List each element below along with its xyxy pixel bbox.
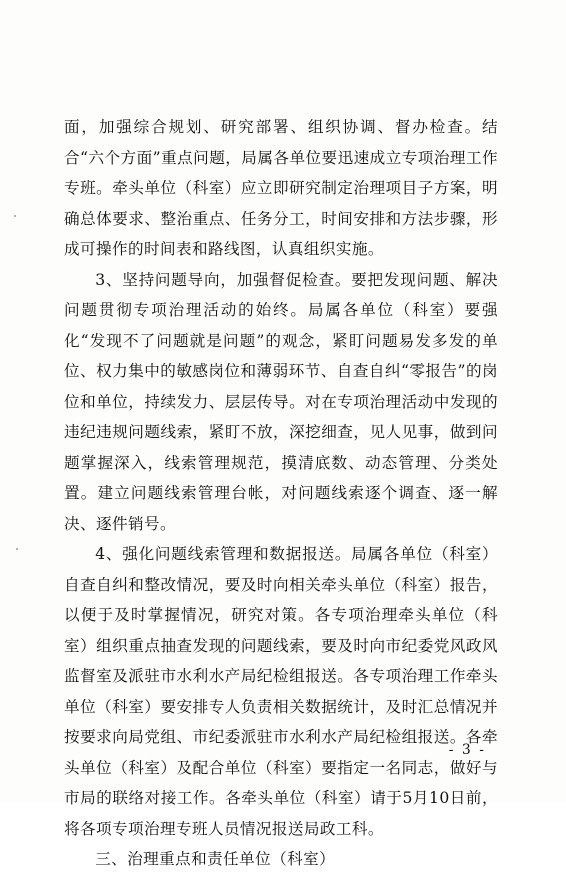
paragraph-item-4: 4、强化问题线索管理和数据报送。局属各单位（科室）自查自纠和整改情况，要及时向相关牵头单位（科室）报告，以便于及时掌握情况，研究对策。各专项治理牵头单位（科室）组织重点抽查发现的问题线索，要及时向市纪委党风政风监督室及派驻市水利水产局纪检组报送。各专项治理工作牵头单位（科室）要安排专人负责相关数据统计，及时汇总情况并按要求向局党组、市纪委派驻市水利水产局纪检组报送。各牵头单位（科室）及配合单位（科室）要指定一名同志，做好与市局的联络对接工作。各牵头单位（科室）请于5月10日前，将各项专项治理专班人员情况报送局政工科。 bbox=[64, 545, 498, 838]
page-number: - 3 - bbox=[448, 742, 486, 758]
paragraph-continuation: 面，加强综合规划、研究部署、组织协调、督办检查。结合“六个方面”重点问题，局属各单位要迅速成立专项治理工作专班。牵头单位（科室）应立即研究制定治理项目子方案，明确总体要求、整治重点、任务分工，时间安排和方法步骤，形成可操作的时间表和路线图，认真组织实施。 bbox=[64, 118, 498, 258]
section-heading: 三、治理重点和责任单位（科室） bbox=[95, 850, 336, 868]
scan-speck bbox=[14, 215, 16, 217]
scan-speck bbox=[16, 548, 18, 550]
paragraph-item-3: 3、坚持问题导向，加强督促检查。要把发现问题、解决问题贯彻专项治理活动的始终。局属各单位（科室）要强化“发现不了问题就是问题”的观念，紧盯问题易发多发的单位、权力集中的敏感岗位和薄弱环节、自查自纠“零报告”的岗位和单位，持续发力、层层传导。对在专项治理活动中发现的违纪违规问题线索，紧盯不放，深挖细查，见人见事，做到问题掌握深入，线索管理规范，摸清底数、动态管理、分类处置。建立问题线索管理台帐，对问题线索逐个调查、逐一解决、逐件销号。 bbox=[64, 270, 498, 533]
document-body bbox=[64, 112, 498, 875]
